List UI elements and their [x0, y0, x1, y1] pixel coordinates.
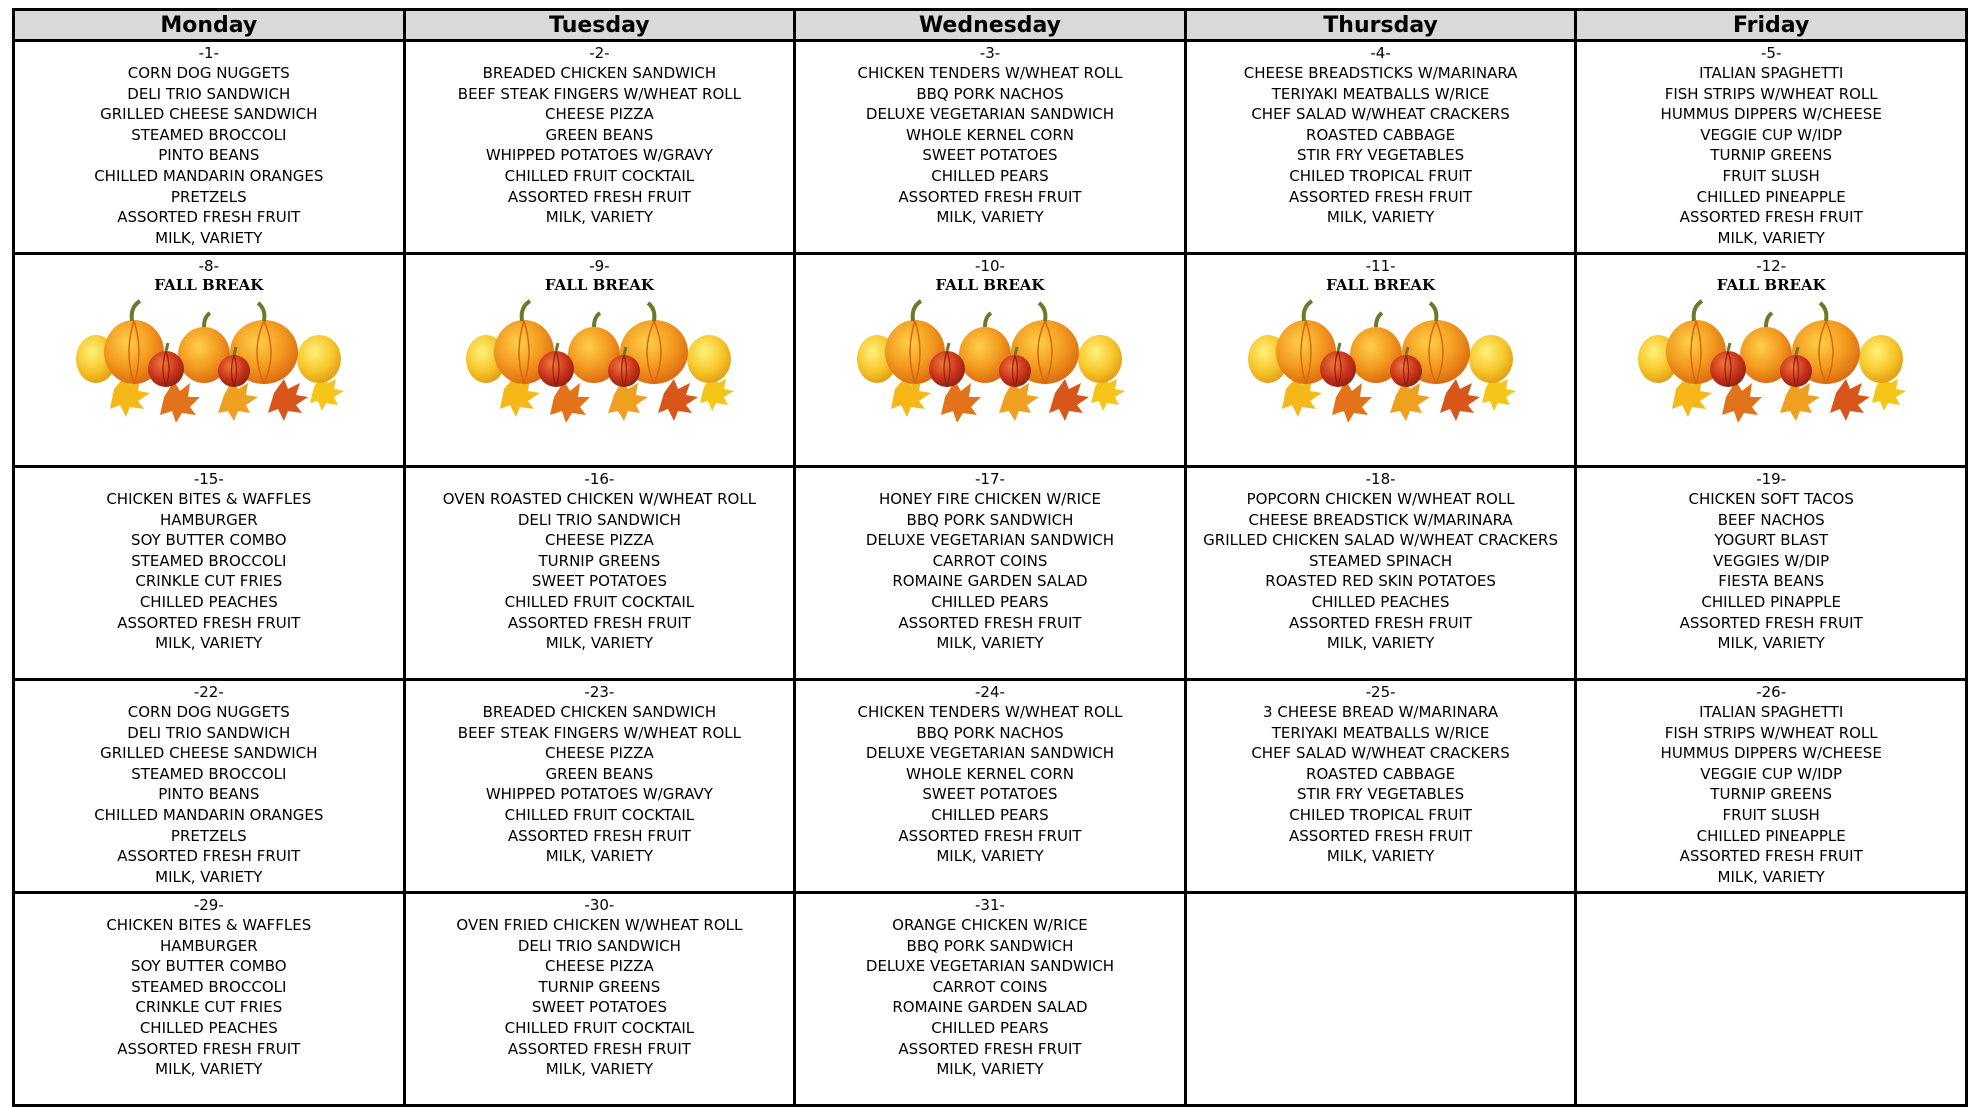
menu-item: CHEESE PIZZA	[545, 531, 654, 550]
header-friday: Friday	[1576, 10, 1967, 41]
menu-item: BEEF NACHOS	[1717, 510, 1825, 529]
menu-item: WHIPPED POTATOES W/GRAVY	[485, 785, 713, 804]
menu-item-list	[1191, 702, 1571, 867]
menu-item-list	[800, 63, 1180, 228]
fall-break-label: FALL BREAK	[1716, 276, 1826, 294]
menu-item: CHEF SALAD W/WHEAT CRACKERS	[1251, 744, 1510, 763]
day-cell-wednesday	[795, 41, 1186, 254]
menu-item: BBQ PORK NACHOS	[916, 723, 1064, 742]
menu-item: CHICKEN SOFT TACOS	[1688, 490, 1854, 508]
header-tuesday: Tuesday	[404, 10, 795, 41]
day-cell-thursday	[1185, 254, 1576, 467]
pumpkins-autumn-leaves-icon	[1246, 297, 1516, 422]
menu-item: ASSORTED FRESH FRUIT	[1679, 208, 1863, 227]
menu-item: CHILLED PEACHES	[139, 1018, 278, 1037]
lunch-menu-calendar	[12, 8, 1968, 1107]
menu-item: CHICKEN TENDERS W/WHEAT ROLL	[857, 703, 1123, 721]
menu-item: OVEN ROASTED CHICKEN W/WHEAT ROLL	[442, 490, 757, 508]
day-cell-friday	[1576, 467, 1967, 680]
day-cell-monday	[14, 680, 405, 893]
menu-item: CHEESE PIZZA	[545, 744, 654, 763]
menu-item: POPCORN CHICKEN W/WHEAT ROLL	[1246, 490, 1515, 508]
fall-break-label: FALL BREAK	[935, 276, 1045, 294]
pumpkins-autumn-leaves-icon	[464, 297, 734, 422]
menu-item: BBQ PORK SANDWICH	[906, 936, 1074, 955]
menu-item: MILK, VARIETY	[1326, 208, 1435, 227]
menu-item: MILK, VARIETY	[936, 634, 1044, 653]
menu-item: ASSORTED FRESH FRUIT	[507, 826, 691, 845]
menu-item: CHILLED PEARS	[931, 592, 1049, 611]
day-cell-friday	[1576, 254, 1967, 467]
menu-item-list	[410, 489, 790, 654]
menu-item: ASSORTED FRESH FRUIT	[898, 826, 1082, 845]
menu-item: ASSORTED FRESH FRUIT	[117, 1039, 301, 1058]
menu-item: YOGURT BLAST	[1714, 531, 1829, 550]
menu-item: MILK, VARIETY	[936, 208, 1044, 227]
day-number: -11-	[1365, 257, 1396, 275]
menu-item-list	[19, 63, 399, 248]
header-monday: Monday	[14, 10, 405, 41]
day-cell-wednesday	[795, 893, 1186, 1106]
menu-item-list	[800, 915, 1180, 1080]
menu-item: GRILLED CHEESE SANDWICH	[100, 105, 318, 124]
day-number: -10-	[975, 257, 1005, 275]
menu-item: ROASTED RED SKIN POTATOES	[1265, 572, 1496, 591]
menu-item: STEAMED BROCCOLI	[131, 551, 287, 570]
day-number: -29-	[193, 896, 224, 914]
menu-item: BEEF STEAK FINGERS W/WHEAT ROLL	[457, 723, 741, 742]
menu-item: MILK, VARIETY	[1326, 847, 1435, 866]
menu-item: ASSORTED FRESH FRUIT	[898, 1039, 1082, 1058]
menu-item: CHEF SALAD W/WHEAT CRACKERS	[1251, 105, 1510, 124]
day-cell-thursday	[1185, 467, 1576, 680]
menu-item: SOY BUTTER COMBO	[131, 957, 287, 976]
menu-item: CHILLED FRUIT COCKTAIL	[504, 1018, 695, 1037]
menu-item: DELI TRIO SANDWICH	[127, 84, 291, 103]
menu-item: CHILED TROPICAL FRUIT	[1289, 805, 1472, 824]
menu-item: GREEN BEANS	[545, 764, 654, 783]
week-row	[14, 467, 1967, 680]
menu-item: CORN DOG NUGGETS	[127, 703, 290, 721]
header-thursday: Thursday	[1185, 10, 1576, 41]
menu-item: DELI TRIO SANDWICH	[517, 936, 681, 955]
day-number: -22-	[193, 683, 224, 701]
menu-item: FRUIT SLUSH	[1722, 805, 1820, 824]
menu-item: ORANGE CHICKEN W/RICE	[892, 916, 1088, 934]
menu-item: TURNIP GREENS	[538, 551, 661, 570]
menu-item: SOY BUTTER COMBO	[131, 531, 287, 550]
menu-item: OVEN FRIED CHICKEN W/WHEAT ROLL	[456, 916, 743, 934]
menu-item: STEAMED BROCCOLI	[131, 764, 287, 783]
menu-item: CHEESE BREADSTICKS W/MARINARA	[1243, 64, 1518, 82]
week-row	[14, 254, 1967, 467]
menu-item: CORN DOG NUGGETS	[127, 64, 290, 82]
menu-item: TURNIP GREENS	[1710, 785, 1833, 804]
day-cell-tuesday	[404, 254, 795, 467]
menu-item: ROMAINE GARDEN SALAD	[892, 572, 1088, 591]
day-cell-thursday	[1185, 680, 1576, 893]
header-wednesday: Wednesday	[795, 10, 1186, 41]
menu-item: CHILLED PEARS	[931, 805, 1049, 824]
day-number: -2-	[589, 44, 610, 62]
menu-item: CHILLED FRUIT COCKTAIL	[504, 592, 695, 611]
menu-item: ASSORTED FRESH FRUIT	[1289, 826, 1473, 845]
menu-item: TURNIP GREENS	[1710, 146, 1833, 165]
menu-item: WHIPPED POTATOES W/GRAVY	[485, 146, 713, 165]
menu-item: ASSORTED FRESH FRUIT	[1679, 613, 1863, 632]
day-number: -1-	[198, 44, 219, 62]
pumpkins-autumn-leaves-icon	[1636, 297, 1906, 422]
menu-item: VEGGIES W/DIP	[1713, 551, 1830, 570]
menu-item: STEAMED SPINACH	[1309, 551, 1453, 570]
menu-item: WHOLE KERNEL CORN	[905, 764, 1074, 783]
day-cell-tuesday	[404, 680, 795, 893]
menu-item: CHILLED PEACHES	[1311, 592, 1450, 611]
menu-item: CHEESE PIZZA	[545, 105, 654, 124]
menu-item-list	[410, 702, 790, 867]
menu-item: MILK, VARIETY	[936, 1060, 1044, 1079]
menu-item: BBQ PORK SANDWICH	[906, 510, 1074, 529]
day-cell-friday	[1576, 893, 1967, 1106]
menu-item: TURNIP GREENS	[538, 977, 661, 996]
menu-item-list	[410, 915, 790, 1080]
menu-item: ITALIAN SPAGHETTI	[1699, 703, 1844, 721]
menu-item: SWEET POTATOES	[922, 785, 1058, 804]
day-number: -24-	[975, 683, 1005, 701]
day-number: -8-	[198, 257, 219, 275]
menu-item: CHEESE BREADSTICK W/MARINARA	[1248, 510, 1513, 529]
menu-item: WHOLE KERNEL CORN	[905, 125, 1074, 144]
menu-item: ASSORTED FRESH FRUIT	[507, 187, 691, 206]
fall-break-label: FALL BREAK	[154, 276, 264, 294]
day-cell-tuesday	[404, 893, 795, 1106]
menu-item: STEAMED BROCCOLI	[131, 977, 287, 996]
menu-item: ROMAINE GARDEN SALAD	[892, 998, 1088, 1017]
day-number: -17-	[975, 470, 1005, 488]
day-cell-monday	[14, 467, 405, 680]
menu-item: CHILLED MANDARIN ORANGES	[94, 166, 324, 185]
menu-item: CHILLED PEARS	[931, 1018, 1049, 1037]
menu-item: ASSORTED FRESH FRUIT	[898, 613, 1082, 632]
menu-item: BEEF STEAK FINGERS W/WHEAT ROLL	[457, 84, 741, 103]
menu-item: FIESTA BEANS	[1718, 572, 1825, 591]
menu-item: ASSORTED FRESH FRUIT	[117, 847, 301, 866]
day-cell-monday	[14, 893, 405, 1106]
menu-item: DELI TRIO SANDWICH	[517, 510, 681, 529]
day-number: -12-	[1756, 257, 1787, 275]
menu-item: MILK, VARIETY	[545, 208, 654, 227]
week-row	[14, 41, 1967, 254]
menu-item: CHILLED PEARS	[931, 166, 1049, 185]
menu-item: PRETZELS	[170, 826, 247, 845]
fall-break-label: FALL BREAK	[1326, 276, 1436, 294]
menu-item: CHILLED FRUIT COCKTAIL	[504, 166, 695, 185]
menu-item: CHILLED PINAPPLE	[1701, 592, 1841, 611]
menu-item: FISH STRIPS W/WHEAT ROLL	[1664, 84, 1878, 103]
menu-item-list	[1581, 63, 1961, 248]
menu-item: DELUXE VEGETARIAN SANDWICH	[865, 105, 1115, 124]
menu-item: ROASTED CABBAGE	[1306, 125, 1456, 144]
day-cell-tuesday	[404, 467, 795, 680]
menu-item: ASSORTED FRESH FRUIT	[507, 1039, 691, 1058]
menu-item-list	[1581, 489, 1961, 654]
menu-item: STIR FRY VEGETABLES	[1297, 146, 1465, 165]
day-cell-thursday	[1185, 41, 1576, 254]
menu-item: CRINKLE CUT FRIES	[135, 572, 283, 591]
menu-item: PINTO BEANS	[158, 785, 260, 804]
day-number: -31-	[975, 896, 1005, 914]
menu-item: TERIYAKI MEATBALLS W/RICE	[1271, 84, 1490, 103]
week-row	[14, 680, 1967, 893]
menu-item: VEGGIE CUP W/IDP	[1700, 125, 1843, 144]
menu-item: MILK, VARIETY	[545, 634, 654, 653]
menu-item: PRETZELS	[170, 187, 247, 206]
menu-item: VEGGIE CUP W/IDP	[1700, 764, 1843, 783]
day-cell-wednesday	[795, 680, 1186, 893]
menu-item: DELUXE VEGETARIAN SANDWICH	[865, 957, 1115, 976]
menu-item: CHILLED PINEAPPLE	[1696, 826, 1846, 845]
menu-item: MILK, VARIETY	[1717, 228, 1825, 247]
menu-item: ROASTED CABBAGE	[1306, 764, 1456, 783]
menu-item: MILK, VARIETY	[545, 847, 654, 866]
day-number: -4-	[1370, 44, 1391, 62]
menu-item: HAMBURGER	[159, 936, 258, 955]
menu-item: DELUXE VEGETARIAN SANDWICH	[865, 531, 1115, 550]
day-number: -30-	[584, 896, 615, 914]
menu-item: CHILED TROPICAL FRUIT	[1289, 166, 1472, 185]
menu-item: GRILLED CHEESE SANDWICH	[100, 744, 318, 763]
menu-item-list	[1581, 702, 1961, 887]
day-cell-monday	[14, 254, 405, 467]
menu-item: CHICKEN TENDERS W/WHEAT ROLL	[857, 64, 1123, 82]
menu-item: DELUXE VEGETARIAN SANDWICH	[865, 744, 1115, 763]
menu-item: ASSORTED FRESH FRUIT	[898, 187, 1082, 206]
menu-item: STIR FRY VEGETABLES	[1297, 785, 1465, 804]
pumpkins-autumn-leaves-icon	[855, 297, 1125, 422]
day-number: -16-	[584, 470, 615, 488]
menu-item: FRUIT SLUSH	[1722, 166, 1820, 185]
day-number: -5-	[1761, 44, 1782, 62]
menu-item: CARROT COINS	[932, 977, 1048, 996]
menu-item-list	[19, 915, 399, 1080]
menu-item: BREADED CHICKEN SANDWICH	[482, 64, 717, 82]
menu-item-list	[800, 702, 1180, 867]
day-cell-friday	[1576, 41, 1967, 254]
menu-item-list	[410, 63, 790, 228]
menu-item: MILK, VARIETY	[1717, 634, 1825, 653]
day-number: -9-	[589, 257, 610, 275]
menu-item: MILK, VARIETY	[936, 847, 1044, 866]
menu-item: ASSORTED FRESH FRUIT	[1679, 847, 1863, 866]
menu-item: CARROT COINS	[932, 551, 1048, 570]
day-number: -23-	[584, 683, 615, 701]
fall-break-label: FALL BREAK	[544, 276, 654, 294]
menu-item: ASSORTED FRESH FRUIT	[1289, 613, 1473, 632]
menu-item: HUMMUS DIPPERS W/CHEESE	[1660, 105, 1882, 124]
menu-item: CRINKLE CUT FRIES	[135, 998, 283, 1017]
menu-item: CHICKEN BITES & WAFFLES	[106, 490, 312, 508]
day-cell-monday	[14, 41, 405, 254]
menu-item-list	[19, 489, 399, 654]
day-cell-wednesday	[795, 467, 1186, 680]
menu-item: MILK, VARIETY	[545, 1060, 654, 1079]
menu-item: CHILLED PINEAPPLE	[1696, 187, 1846, 206]
menu-item: DELI TRIO SANDWICH	[127, 723, 291, 742]
menu-item: HONEY FIRE CHICKEN W/RICE	[878, 490, 1102, 508]
menu-item: FISH STRIPS W/WHEAT ROLL	[1664, 723, 1878, 742]
day-number: -19-	[1756, 470, 1787, 488]
menu-item: ASSORTED FRESH FRUIT	[1289, 187, 1473, 206]
menu-item: GREEN BEANS	[545, 125, 654, 144]
menu-item: MILK, VARIETY	[1717, 867, 1825, 886]
menu-item: ITALIAN SPAGHETTI	[1699, 64, 1844, 82]
menu-item: BBQ PORK NACHOS	[916, 84, 1064, 103]
weekday-header-row	[14, 10, 1967, 41]
menu-item: CHEESE PIZZA	[545, 957, 654, 976]
day-cell-friday	[1576, 680, 1967, 893]
menu-item-list	[1191, 489, 1571, 654]
menu-item-list	[800, 489, 1180, 654]
menu-item-list	[1191, 63, 1571, 228]
menu-item: BREADED CHICKEN SANDWICH	[482, 703, 717, 721]
day-number: -18-	[1365, 470, 1396, 488]
menu-item: ASSORTED FRESH FRUIT	[117, 208, 301, 227]
menu-item: MILK, VARIETY	[155, 1060, 263, 1079]
menu-item-list	[19, 702, 399, 887]
menu-item: ASSORTED FRESH FRUIT	[507, 613, 691, 632]
day-number: -3-	[979, 44, 1001, 62]
menu-item: MILK, VARIETY	[155, 228, 263, 247]
menu-item: TERIYAKI MEATBALLS W/RICE	[1271, 723, 1490, 742]
week-row	[14, 893, 1967, 1106]
menu-item: SWEET POTATOES	[531, 998, 667, 1017]
menu-item: CHILLED FRUIT COCKTAIL	[504, 805, 695, 824]
menu-item: HAMBURGER	[159, 510, 258, 529]
menu-item: STEAMED BROCCOLI	[131, 125, 287, 144]
menu-item: HUMMUS DIPPERS W/CHEESE	[1660, 744, 1882, 763]
menu-item: CHILLED MANDARIN ORANGES	[94, 805, 324, 824]
day-number: -15-	[193, 470, 224, 488]
menu-item: MILK, VARIETY	[155, 867, 263, 886]
pumpkins-autumn-leaves-icon	[74, 297, 344, 422]
calendar-body	[14, 41, 1967, 1106]
menu-item: SWEET POTATOES	[531, 572, 667, 591]
menu-item: 3 CHEESE BREAD W/MARINARA	[1263, 703, 1499, 721]
day-number: -25-	[1365, 683, 1396, 701]
day-cell-thursday	[1185, 893, 1576, 1106]
menu-item: MILK, VARIETY	[1326, 634, 1435, 653]
menu-item: CHILLED PEACHES	[139, 592, 278, 611]
menu-item: GRILLED CHICKEN SALAD W/WHEAT CRACKERS	[1203, 531, 1558, 550]
menu-item: ASSORTED FRESH FRUIT	[117, 613, 301, 632]
menu-item: MILK, VARIETY	[155, 634, 263, 653]
menu-item: PINTO BEANS	[158, 146, 260, 165]
day-cell-wednesday	[795, 254, 1186, 467]
day-cell-tuesday	[404, 41, 795, 254]
menu-item: CHICKEN BITES & WAFFLES	[106, 916, 312, 934]
menu-item: SWEET POTATOES	[922, 146, 1058, 165]
day-number: -26-	[1756, 683, 1787, 701]
